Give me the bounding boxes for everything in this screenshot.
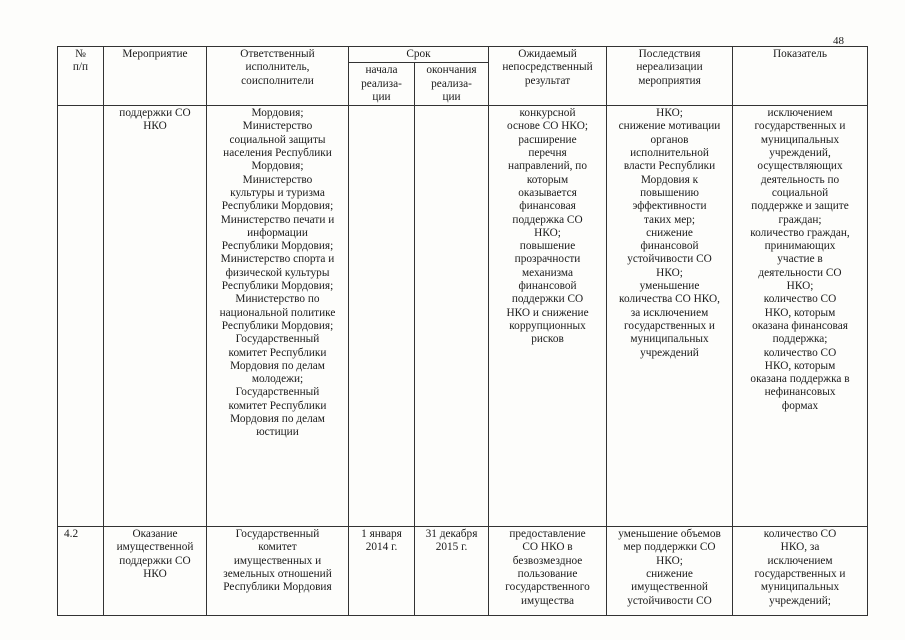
row-responsible: Мордовия; Министерство социальной защиты населения Республики Мордовия; Министерство культуры и туризма Республики Мордовия; Министерство печати и информации Республики Мордовия; Министерство спорта и физической культуры Республики Мордовия; Министерство по национальной политике Республики Мордовия; Государственный комитет Республики Мордовия по делам молодежи; Государственный комитет Республики Мордовия по делам юстиции: [207, 106, 349, 527]
header-expected: Ожидаемый непосредственный результат: [489, 47, 607, 106]
header-consequences: Последствия нереализации мероприятия: [607, 47, 733, 106]
header-event: Мероприятие: [104, 47, 207, 106]
row-start: 1 января 2014 г.: [349, 527, 415, 616]
row-num: 4.2: [58, 527, 104, 616]
header-indicator: Показатель: [733, 47, 868, 106]
row-expected: конкурсной основе СО НКО; расширение перечня направлений, по которым оказывается финансовая поддержка СО НКО; повышение прозрачности механизма финансовой поддержки СО НКО и снижение коррупционных рисков: [489, 106, 607, 527]
header-end: окончания реализа- ции: [415, 63, 489, 106]
table-row: [58, 106, 868, 527]
page-number: 48: [833, 35, 844, 47]
row-indicator: исключением государственных и муниципальных учреждений, осуществляющих деятельность по социальной поддержке и защите граждан; количество граждан, принимающих участие в деятельности СО НКО; количество СО НКО, которым оказана финансовая поддержка; количество СО НКО, которым оказана поддержка в нефинансовых формах: [733, 106, 868, 527]
row-consequences: НКО; снижение мотивации органов исполнительной власти Республики Мордовия к повышению эффективности таких мер; снижение финансовой устойчивости СО НКО; уменьшение количества СО НКО, за исключением государственных и муниципальных учреждений: [607, 106, 733, 527]
row-expected: предоставление СО НКО в безвозмездное пользование государственного имущества: [489, 527, 607, 616]
row-end: [415, 106, 489, 527]
header-row: [58, 47, 868, 63]
row-start: [349, 106, 415, 527]
row-responsible: Государственный комитет имущественных и земельных отношений Республики Мордовия: [207, 527, 349, 616]
row-indicator: количество СО НКО, за исключением государственных и муниципальных учреждений;: [733, 527, 868, 616]
table-row: [58, 527, 868, 616]
row-num: [58, 106, 104, 527]
header-period: Срок: [349, 47, 489, 63]
row-event: поддержки СО НКО: [104, 106, 207, 527]
measures-table: [57, 46, 868, 616]
header-start: начала реализа- ции: [349, 63, 415, 106]
header-num: № п/п: [58, 47, 104, 106]
row-consequences: уменьшение объемов мер поддержки СО НКО; снижение имущественной устойчивости СО: [607, 527, 733, 616]
row-event: Оказание имущественной поддержки СО НКО: [104, 527, 207, 616]
row-end: 31 декабря 2015 г.: [415, 527, 489, 616]
header-responsible: Ответственный исполнитель, соисполнители: [207, 47, 349, 106]
